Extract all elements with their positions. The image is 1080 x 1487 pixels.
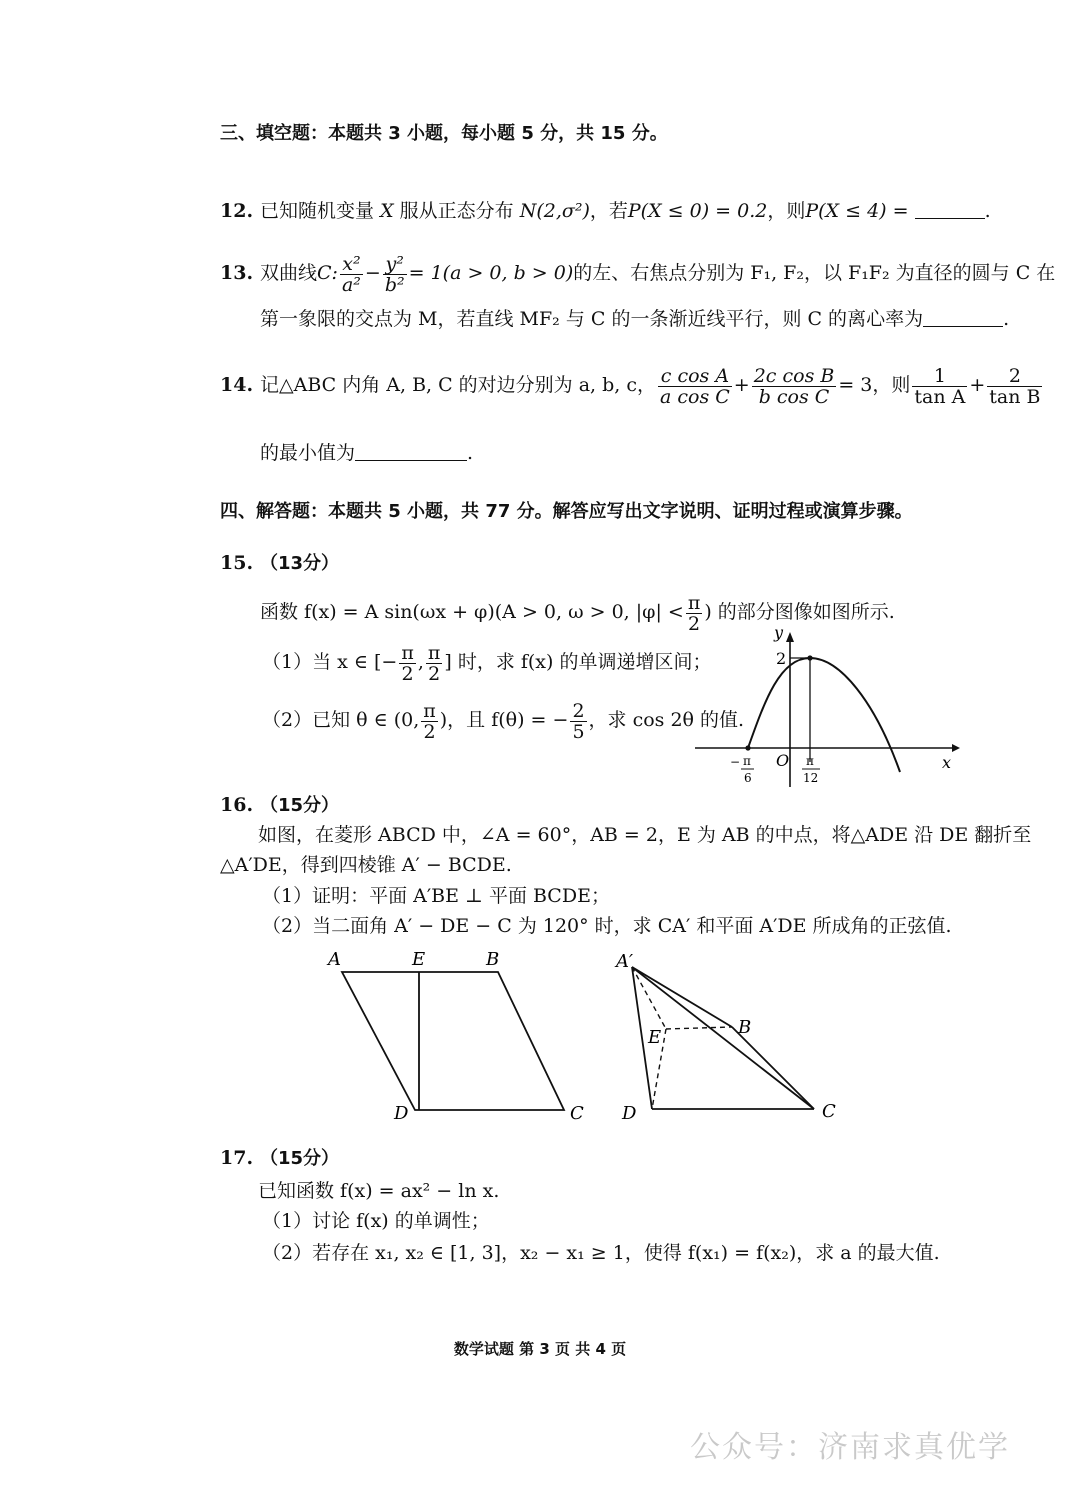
vertex-C-right: C [822,1101,836,1122]
edge-E-B-hidden [666,1027,732,1029]
tick-left-den: 6 [744,771,752,785]
vertex-E: E [412,949,426,970]
vertex-E-right: E [648,1027,662,1048]
q17-stem: 已知函数 f(x) = ax² − ln x. [258,1180,500,1202]
q14-frac-2: $\frac{\text{2c cos B}}{\text{b cos C}}$ [753,364,835,408]
question-13: 13. 双曲线C: $\frac{\text{x²}}{\text{a²}}$ − $\frac{\text{y²}}{\text{b²}}$ = 1(a > 0, b > 0)的左、右焦点分别为 F₁, F₂，以 F₁F₂ 为直径的圆与 C 在 [220,252,1056,296]
q17-part-1: （1）讨论 f(x) 的单调性； [262,1210,490,1232]
q15-stem-frac: $\frac{\pi}{2}$ [687,591,701,635]
q15-p1-a: （1）当 x ∈ [− [262,651,398,673]
q15-sine-graph [690,622,970,792]
q13-text-b: 的左、右焦点分别为 F₁, F₂，以 F₁F₂ 为直径的圆与 C 在 [573,262,1056,284]
vertex-D-right: D [622,1103,637,1124]
edge-A-B [632,967,732,1027]
tick-left-num: π [743,754,751,768]
q16-points: （15分） [260,795,340,816]
q15-points: （13分） [260,553,340,574]
question-16-header [220,792,520,819]
vertex-A: A [328,949,341,970]
q17-part-2: （2）若存在 x₁, x₂ ∈ [1, 3]，x₂ − x₁ ≥ 1，使得 f(x₁) = f(x₂)，求 a 的最大值. [262,1242,940,1264]
q12-text-a: 已知随机变量 [260,200,375,222]
question-15-part-1 [262,642,722,684]
q15-p1-frac-1: $\frac{\pi}{2}$ [401,641,414,685]
x-label: x [942,753,952,772]
q17-points: （15分） [260,1148,340,1169]
y-label: y [774,623,784,642]
q15-stem-b: ) 的部分图像如图所示. [704,601,895,623]
q15-p1-b: , [417,651,424,673]
q15-p2-frac-1: $\frac{\pi}{2}$ [423,699,436,743]
q13-line2: 第一象限的交点为 M，若直线 MF₂ 与 C 的一条渐近线平行，则 C 的离心率为 [260,308,924,330]
q16-line-2: △A′DE，得到四棱锥 A′ − BCDE. [220,854,512,876]
q17-number: 17. [220,1147,254,1169]
x-axis-arrow [952,744,960,752]
q12-text-c: ，若 [589,200,628,222]
q14-eq: = 3，则 [838,374,911,396]
vertex-B-right: B [738,1017,752,1038]
vertex-B: B [486,949,500,970]
q15-p2-frac-2: $\frac{2}{5}$ [572,699,585,743]
q13-text-a: 双曲线 [260,262,318,284]
section-4-heading: 四、解答题：本题共 5 小题，共 77 分。解答应写出文字说明、证明过程或演算步骤。 [220,501,913,522]
tick-right-den: 12 [803,771,819,785]
q12-dist: N(2,σ²) [519,200,590,222]
max-label: 2 [776,649,787,668]
section-3-heading: 三、填空题：本题共 3 小题，每小题 5 分，共 15 分。 [220,123,668,144]
q16-pyramid-figure [610,945,860,1130]
q15-number: 15. [220,552,254,574]
q14-frac-3: $\frac{1}{\text{tan A}}$ [914,364,966,408]
q15-p1-frac-2: $\frac{\pi}{2}$ [427,641,441,685]
q16-line-1: 如图，在菱形 ABCD 中，∠A = 60°，AB = 2，E 为 AB 的中点，将△ADE 沿 DE 翻折至 [258,824,1032,846]
q12-var: X [380,200,394,222]
zero-point [745,745,750,750]
q13-frac-y: $\frac{\text{y²}}{\text{b²}}$ [384,252,405,296]
edge-B-C [732,1027,814,1109]
q13-frac-x: $\frac{\text{x²}}{\text{a²}}$ [341,252,361,296]
q12-ask: P(X ≤ 4) = [805,200,909,222]
tick-left-sign: − [730,755,741,769]
q15-p2-a: （2）已知 θ ∈ (0, [262,709,420,731]
q16-rhombus-figure [320,945,600,1130]
q12-number: 12. [220,200,254,222]
q16-number: 16. [220,794,254,816]
origin-label: O [776,751,790,770]
q15-p1-c: ] 时，求 f(x) 的单调递增区间； [444,651,712,673]
vertex-D: D [394,1103,409,1124]
q16-part-1: （1）证明：平面 A′BE ⊥ 平面 BCDE； [262,885,610,907]
page-footer: 数学试题 第 3 页 共 4 页 [453,1340,627,1358]
sine-curve [748,658,900,772]
q13-eq-rest: = 1(a > 0, b > 0) [408,262,574,284]
q13-answer-blank[interactable] [923,308,1003,327]
question-12: 12. 已知随机变量 X 服从正态分布 N(2,σ²)，若P(X ≤ 0) = 0.2，则P(X ≤ 4) = . [220,200,991,222]
q15-stem-a: 函数 f(x) = A sin(ωx + φ)(A > 0, ω > 0, |φ| < [260,601,684,623]
question-15-header [220,550,520,577]
q15-p2-b: )，且 f(θ) = − [439,709,569,731]
q12-text-b: 服从正态分布 [399,200,514,222]
watermark: 公众号：济南求真优学 [690,1430,1010,1465]
y-axis-arrow [786,632,794,642]
vertex-A-prime: A′ [616,951,634,972]
vertex-C: C [570,1103,584,1124]
q13-number: 13. [220,262,254,284]
question-13-line-2: 第一象限的交点为 M，若直线 MF₂ 与 C 的一条渐近线平行，则 C 的离心率为 . [260,308,1010,330]
q14-text-a: 记△ABC 内角 A, B, C 的对边分别为 a, b, c， [260,374,657,396]
q14-frac-1: $\frac{\text{c cos A}}{\text{a cos C}}$ [660,364,730,408]
tick-right-num: π [806,754,814,768]
q14-frac-4: $\frac{2}{\text{tan B}}$ [989,364,1041,408]
question-15-part-2 [262,699,745,743]
q13-curve: C: [317,262,338,284]
q14-number: 14. [220,374,254,396]
q16-part-2: （2）当二面角 A′ − DE − C 为 120° 时，求 CA′ 和平面 A′DE 所成角的正弦值. [262,915,952,937]
question-17-header [220,1145,520,1172]
q14-line2: 的最小值为 [260,442,356,464]
rhombus-ABCD [342,972,564,1110]
q12-cond: P(X ≤ 0) = 0.2 [627,200,768,222]
q12-answer-blank[interactable] [915,200,985,219]
q12-text-d: ，则 [767,200,806,222]
q14-answer-blank[interactable] [355,442,467,461]
peak-point [807,655,812,660]
question-14: 14. 记△ABC 内角 A, B, C 的对边分别为 a, b, c， $\frac{\text{c cos A}}{\text{a cos C}}$ + $\frac{\text{2c cos B}}{\text{b cos C}}$ = 3，则 $\frac{1}{\text{tan A}}$ + $\frac{2}{\text{tan B}}$ [220,362,1060,408]
q15-p2-c: ，求 cos 2θ 的值. [588,709,745,731]
question-14-line-2: 的最小值为 . [260,442,474,464]
